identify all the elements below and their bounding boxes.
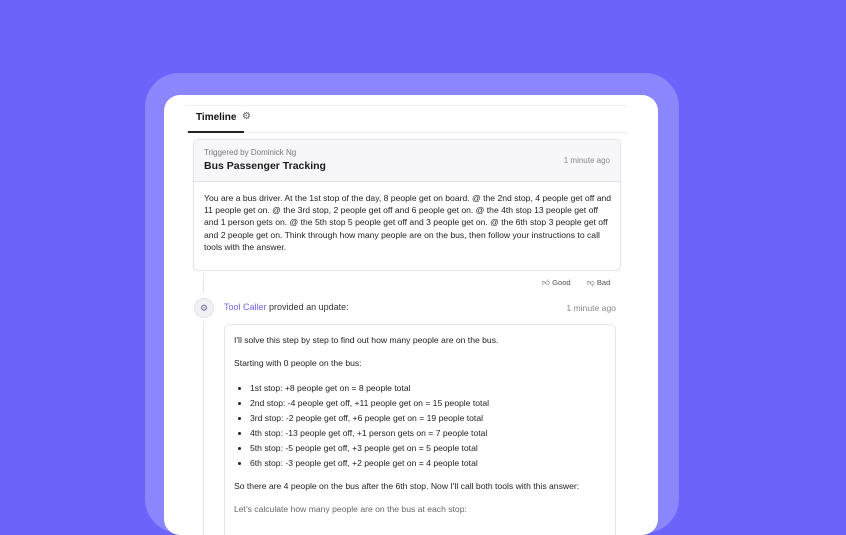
- gear-icon[interactable]: ⚙: [242, 111, 251, 122]
- update-timestamp: 1 minute ago: [566, 303, 616, 313]
- steps-list: [234, 381, 606, 471]
- triggered-by: Triggered by Dominick Ng: [204, 148, 297, 157]
- update-action: provided an update:: [269, 302, 349, 312]
- app-screen: [164, 95, 658, 535]
- thumbs-up-icon: 👍︎: [542, 278, 550, 287]
- reply-content: [234, 335, 606, 527]
- reply-intro: I'll solve this step by step to find out how many people are on the bus.: [234, 335, 499, 345]
- reply-card: [224, 324, 616, 535]
- robot-icon: ⚙: [194, 298, 214, 318]
- thread-connector: [203, 273, 204, 293]
- bad-feedback-button[interactable]: [587, 278, 610, 288]
- list-item: • 6th stop: -3 people get off, +2 people get on = 4 people total: [250, 456, 606, 471]
- reply-conclusion: So there are 4 people on the bus after the 6th stop. Now I'll call both tools with this answer:: [234, 481, 580, 491]
- thumbs-down-icon: 👎︎: [587, 278, 595, 287]
- list-item: • 4th stop: -13 people get off, +1 person gets on = 7 people total: [250, 426, 606, 441]
- tab-timeline[interactable]: Timeline: [188, 112, 244, 133]
- bad-label: Bad: [596, 278, 611, 287]
- task-card-header: [194, 140, 620, 182]
- thread-connector-2: [203, 321, 204, 535]
- tab-bar: [186, 105, 628, 133]
- list-item: • 3rd stop: -2 people get off, +6 people get on = 19 people total: [250, 411, 606, 426]
- reply-start: Starting with 0 people on the bus:: [234, 358, 362, 368]
- list-item: • 5th stop: -5 people get off, +3 people get on = 5 people total: [250, 441, 606, 456]
- task-card: [193, 139, 621, 271]
- task-title: Bus Passenger Tracking: [204, 160, 326, 172]
- update-author-link[interactable]: Tool Caller: [224, 302, 267, 312]
- task-prompt: You are a bus driver. At the 1st stop of the day, 8 people get on board. @ the 2nd stop, 4 people get off and 11 people get on. @ the 3rd stop, 2 people get off and 6 people get on. @ the 4th stop 13 people get off and 1 person gets on. @ the 5th stop 5 people get off and 3 people get on. @ the 6th stop 3 people get off and 2 people get on. Think through how many people are on the bus, then follow your instructions to call tools with the answer.: [204, 193, 612, 252]
- reply-next: Let's calculate how many people are on the bus at each stop:: [234, 504, 467, 514]
- task-timestamp: 1 minute ago: [563, 156, 610, 165]
- good-label: Good: [552, 278, 571, 287]
- update-header: [224, 302, 349, 312]
- list-item: • 2nd stop: -4 people get off, +11 people get on = 15 people total: [250, 396, 606, 411]
- good-feedback-button[interactable]: [542, 278, 571, 288]
- list-item: • 1st stop: +8 people get on = 8 people total: [250, 381, 606, 396]
